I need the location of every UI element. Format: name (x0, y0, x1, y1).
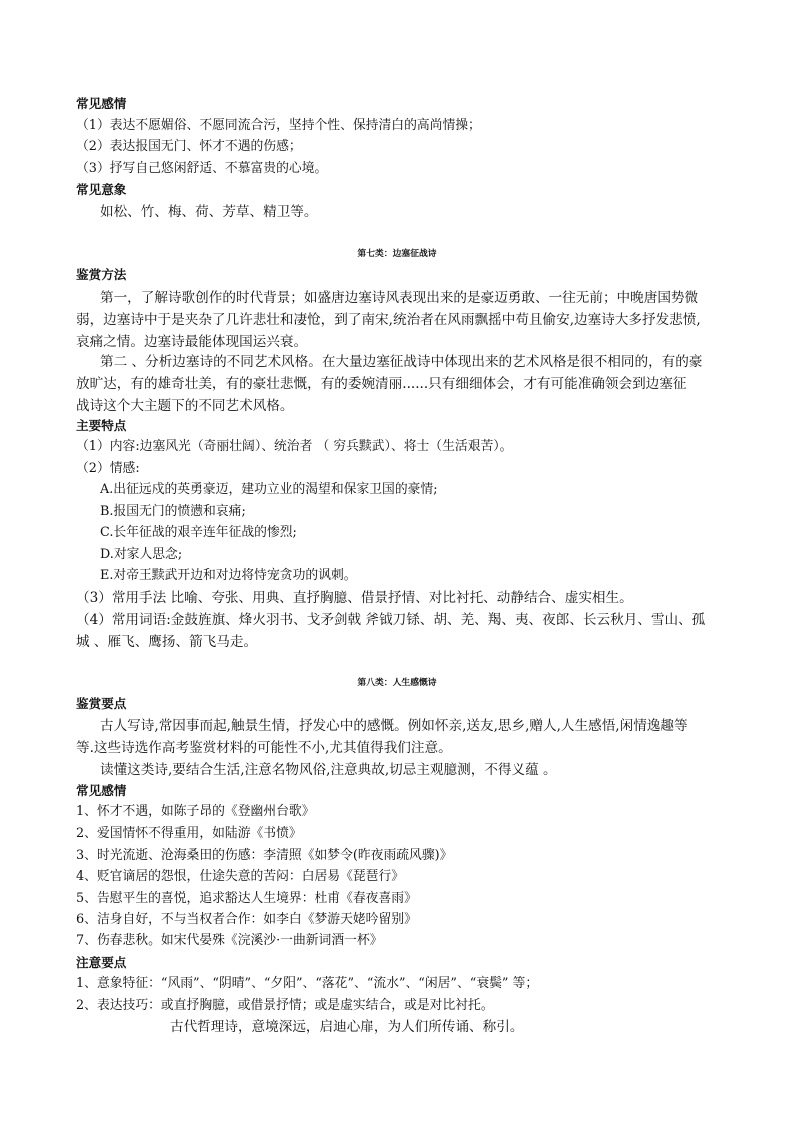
feature-2: （2）情感: (76, 461, 140, 476)
feature-2-d: D.对家人思念; (100, 547, 183, 562)
method-1-line-2: 弱，边塞诗中于是夹杂了几许悲壮和凄怆，到了南宋,统治者在风雨飘摇中苟且偷安,边塞诗大多抒发悲愤, (76, 312, 701, 328)
heading-appreciation-method: 鉴赏方法 (76, 267, 127, 282)
section-8-title: 第八类：人生感慨诗 (357, 678, 437, 688)
note-1: 1、意象特征：“风雨”、“阴晴”、“夕阳”、“落花”、“流水”、“闲居”、“衰鬓” 等； (76, 976, 539, 991)
feature-2-a: A.出征远戍的英勇豪迈，建功立业的渴望和保家卫国的豪情; (100, 482, 438, 497)
emotion-8-item-5: 5、告慰平生的喜悦，追求豁达人生境界：杜甫《春夜喜雨》 (76, 891, 417, 906)
heading-common-emotions: 常见感情 (76, 96, 127, 111)
points-line-1: 古人写诗,常因事而起,触景生情，抒发心中的感慨。例如怀亲,送友,思乡,赠人,人生感悟,闲情逸趣等 (100, 718, 688, 734)
emotion-item-3: （3）抒写自己悠闲舒适、不慕富贵的心境。 (76, 161, 328, 176)
emotion-item-2: （2）表达报国无门、怀才不遇的伤感； (76, 139, 302, 154)
section-7-title: 第七类：边塞征战诗 (357, 249, 437, 259)
heading-common-emotions-8: 常见感情 (76, 783, 127, 798)
method-2-line-3: 战诗这个大主题下的不同艺术风格。 (76, 398, 294, 414)
method-2-line-2: 放旷达，有的雄奇壮美，有的豪壮悲慨，有的委婉清丽......只有细细体会，才有可能准确领会到边塞征 (76, 376, 687, 392)
emotion-8-item-1: 1、怀才不遇，如陈子昂的《登幽州台歌》 (76, 804, 315, 819)
feature-2-c: C.长年征战的艰辛连年征战的惨烈; (100, 525, 297, 540)
closing-line: 古代哲理诗，意境深远，启迪心扉，为人们所传诵、称引。 (170, 1019, 524, 1035)
heading-appreciation-points: 鉴赏要点 (76, 696, 127, 711)
heading-common-images: 常见意象 (76, 182, 127, 197)
heading-main-features: 主要特点 (76, 418, 127, 433)
feature-4-line-2: 城 、雁飞、鹰扬、箭飞马走。 (76, 634, 258, 650)
feature-2-e: E.对帝王黩武开边和对边将恃宠贪功的讽刺。 (100, 568, 357, 583)
feature-1: （1）内容:边塞风光（奇丽壮阔）、统治者 （ 穷兵黩武）、将士（生活艰苦）。 (76, 439, 513, 454)
emotion-8-item-6: 6、洁身自好，不与当权者合作：如李白《梦游天姥吟留别》 (76, 912, 417, 927)
note-2: 2、表达技巧：或直抒胸臆，或借景抒情；或是虚实结合，或是对比衬托。 (76, 998, 494, 1013)
emotion-item-1: （1）表达不愿媚俗、不愿同流合污，坚持个性、保持清白的高尚情操； (76, 118, 481, 133)
feature-4-line-1: （4）常用词语:金鼓旌旗、烽火羽书、戈矛剑戟 斧钺刀铩、胡、羌、羯、夷、夜郎、长云秋月、雪山、孤 (76, 612, 706, 628)
method-1-line-3: 哀痛之情。边塞诗最能体现国运兴衰。 (76, 334, 308, 350)
images-list: 如松、竹、梅、荷、芳草、精卫等。 (100, 204, 318, 220)
emotion-8-item-4: 4、贬官谪居的怨恨，仕途失意的苦闷：白居易《琵琶行》 (76, 869, 405, 884)
method-2-line-1: 第二 、分析边塞诗的不同艺术风格。在大量边塞征战诗中体现出来的艺术风格是很不相同的，有的豪 (100, 354, 703, 370)
points-line-3: 读懂这类诗,要结合生活,注意名物风俗,注意典故,切忌主观臆测，不得义蕴 。 (100, 762, 557, 778)
points-line-2: 等.这些诗选作高考鉴赏材料的可能性不小,尤其值得我们注意。 (76, 740, 452, 756)
emotion-8-item-2: 2、爱国情怀不得重用，如陆游《书愤》 (76, 826, 302, 841)
emotion-8-item-7: 7、伤春悲秋。如宋代晏殊《浣溪沙·一曲新词酒一杯》 (76, 933, 383, 948)
feature-2-b: B.报国无门的愤懑和哀痛; (100, 504, 246, 519)
emotion-8-item-3: 3、时光流逝、沧海桑田的伤感：李清照《如梦令(昨夜雨疏风骤)》 (76, 848, 453, 863)
feature-3: （3）常用手法 比喻、夸张、用典、直抒胸臆、借景抒情、对比衬托、动静结合、虚实相生。 (76, 590, 633, 606)
method-1-line-1: 第一，了解诗歌创作的时代背景；如盛唐边塞诗风表现出来的是豪迈勇敢、一往无前；中晚唐国势微 (100, 290, 699, 306)
heading-notes: 注意要点 (76, 955, 127, 970)
